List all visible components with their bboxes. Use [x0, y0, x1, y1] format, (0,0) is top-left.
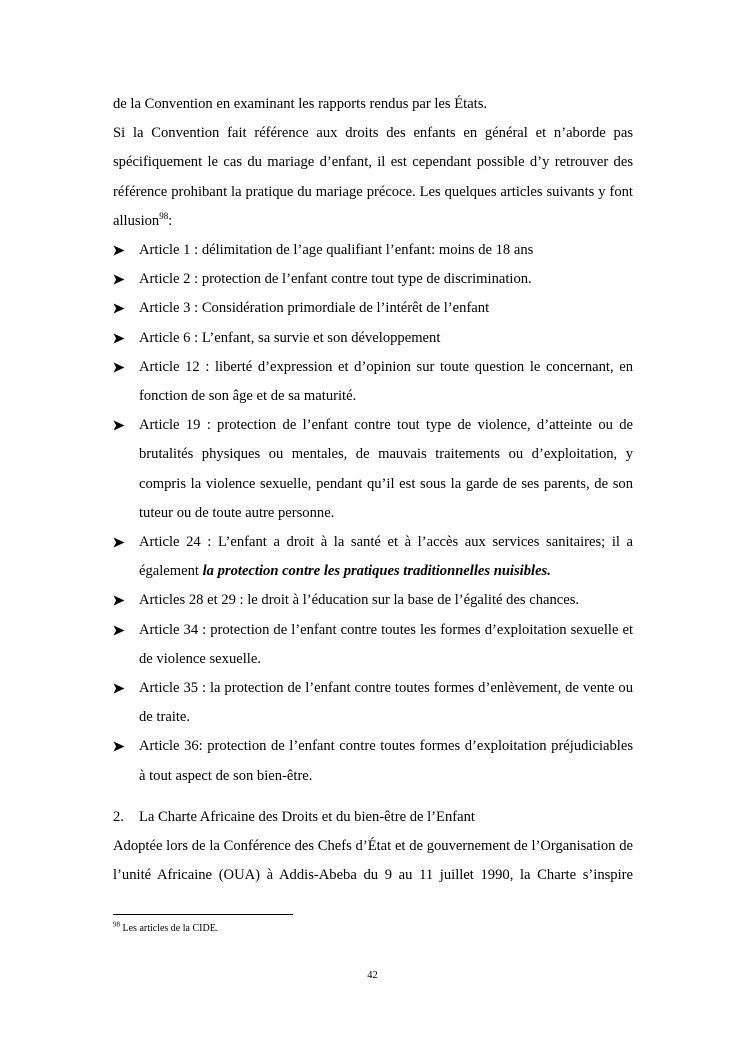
closing-paragraph: Adoptée lors de la Conférence des Chefs d’État et de gouvernement de l’Organisation de l’unité Africaine (OUA) à Addis-Abeba du 9 au 11 juillet 1990, la Charte s’inspire	[113, 838, 633, 884]
arrowhead-bullet-icon	[113, 294, 127, 323]
list-item	[113, 353, 633, 411]
list-item	[113, 236, 633, 265]
list-item	[113, 732, 633, 790]
article-emphasis: la protection contre les pratiques traditionnelles nuisibles.	[202, 563, 551, 580]
body-text	[113, 90, 633, 890]
arrowhead-bullet-icon	[113, 674, 127, 703]
article-text: Article 3 : Considération primordiale de l’intérêt de l’enfant	[139, 300, 490, 317]
arrowhead-bullet-icon	[113, 265, 127, 294]
arrowhead-bullet-icon	[113, 586, 127, 615]
article-text: Article 1 : délimitation de l’age qualifiant l’enfant: moins de 18 ans	[139, 242, 534, 259]
section-title: La Charte Africaine des Droits et du bien-être de l’Enfant	[139, 808, 475, 825]
article-text: Article 24 : L’enfant a droit à la santé et à l’accès aux services sanitaires; il a également	[139, 534, 633, 580]
arrowhead-bullet-icon	[113, 324, 127, 353]
footnote-number: 98	[113, 920, 120, 929]
article-text: Articles 28 et 29 : le droit à l’éducation sur la base de l’égalité des chances.	[139, 592, 580, 609]
arrowhead-bullet-icon	[113, 528, 127, 557]
footnote	[113, 922, 218, 936]
arrowhead-bullet-icon	[113, 732, 127, 761]
intro-line: de la Convention en examinant les rapports rendus par les États.	[113, 96, 488, 112]
list-item	[113, 265, 633, 294]
intro-paragraph	[113, 119, 633, 236]
intro-paragraph-text: Si la Convention fait référence aux droits des enfants en général et n’aborde pas spécifiquement le cas du mariage d’enfant, il est cependant possible d’y retrouver des référence prohibant la pratique du mariage précoce. Les quelques articles suivants y font allusion	[113, 125, 633, 229]
arrowhead-bullet-icon	[113, 616, 127, 645]
article-list	[113, 236, 633, 791]
list-item	[113, 528, 633, 586]
arrowhead-bullet-icon	[113, 411, 127, 440]
arrowhead-bullet-icon	[113, 236, 127, 265]
footnote-reference[interactable]: 98	[159, 210, 169, 221]
article-text: Article 12 : liberté d’expression et d’opinion sur toute question le concernant, en fonction de son âge et de sa maturité.	[139, 358, 633, 405]
article-text: Article 6 : L’enfant, sa survie et son développement	[139, 329, 441, 346]
list-item	[113, 411, 633, 528]
footnote-text: Les articles de la CIDE.	[120, 923, 219, 934]
list-item	[113, 294, 633, 323]
section-number: 2.	[113, 808, 124, 825]
article-text: Article 36: protection de l’enfant contre toutes formes d’exploitation préjudiciables à tout aspect de son bien-être.	[139, 738, 633, 784]
footnote-separator	[113, 914, 293, 915]
page-number: 42	[367, 970, 378, 981]
article-text: Article 2 : protection de l’enfant contre tout type de discrimination.	[139, 271, 532, 288]
article-text: Article 34 : protection de l’enfant contre toutes les formes d’exploitation sexuelle et de violence sexuelle.	[139, 621, 633, 667]
article-text: Article 19 : protection de l’enfant contre tout type de violence, d’atteinte ou de brutalités physiques ou mentales, de mauvais traitements ou d’exploitation, y compris la violence sexuelle, pendant qu’il est sous la garde de ses parents, de son tuteur ou de toute autre personne.	[139, 417, 633, 521]
article-text: Article 35 : la protection de l’enfant contre toutes formes d’enlèvement, de vente ou de traite.	[139, 680, 633, 726]
arrowhead-bullet-icon	[113, 353, 127, 382]
list-item	[113, 616, 633, 674]
list-item	[113, 324, 633, 353]
section-heading	[113, 803, 633, 832]
list-item	[113, 586, 633, 615]
intro-paragraph-end: :	[168, 212, 173, 229]
list-item	[113, 674, 633, 732]
